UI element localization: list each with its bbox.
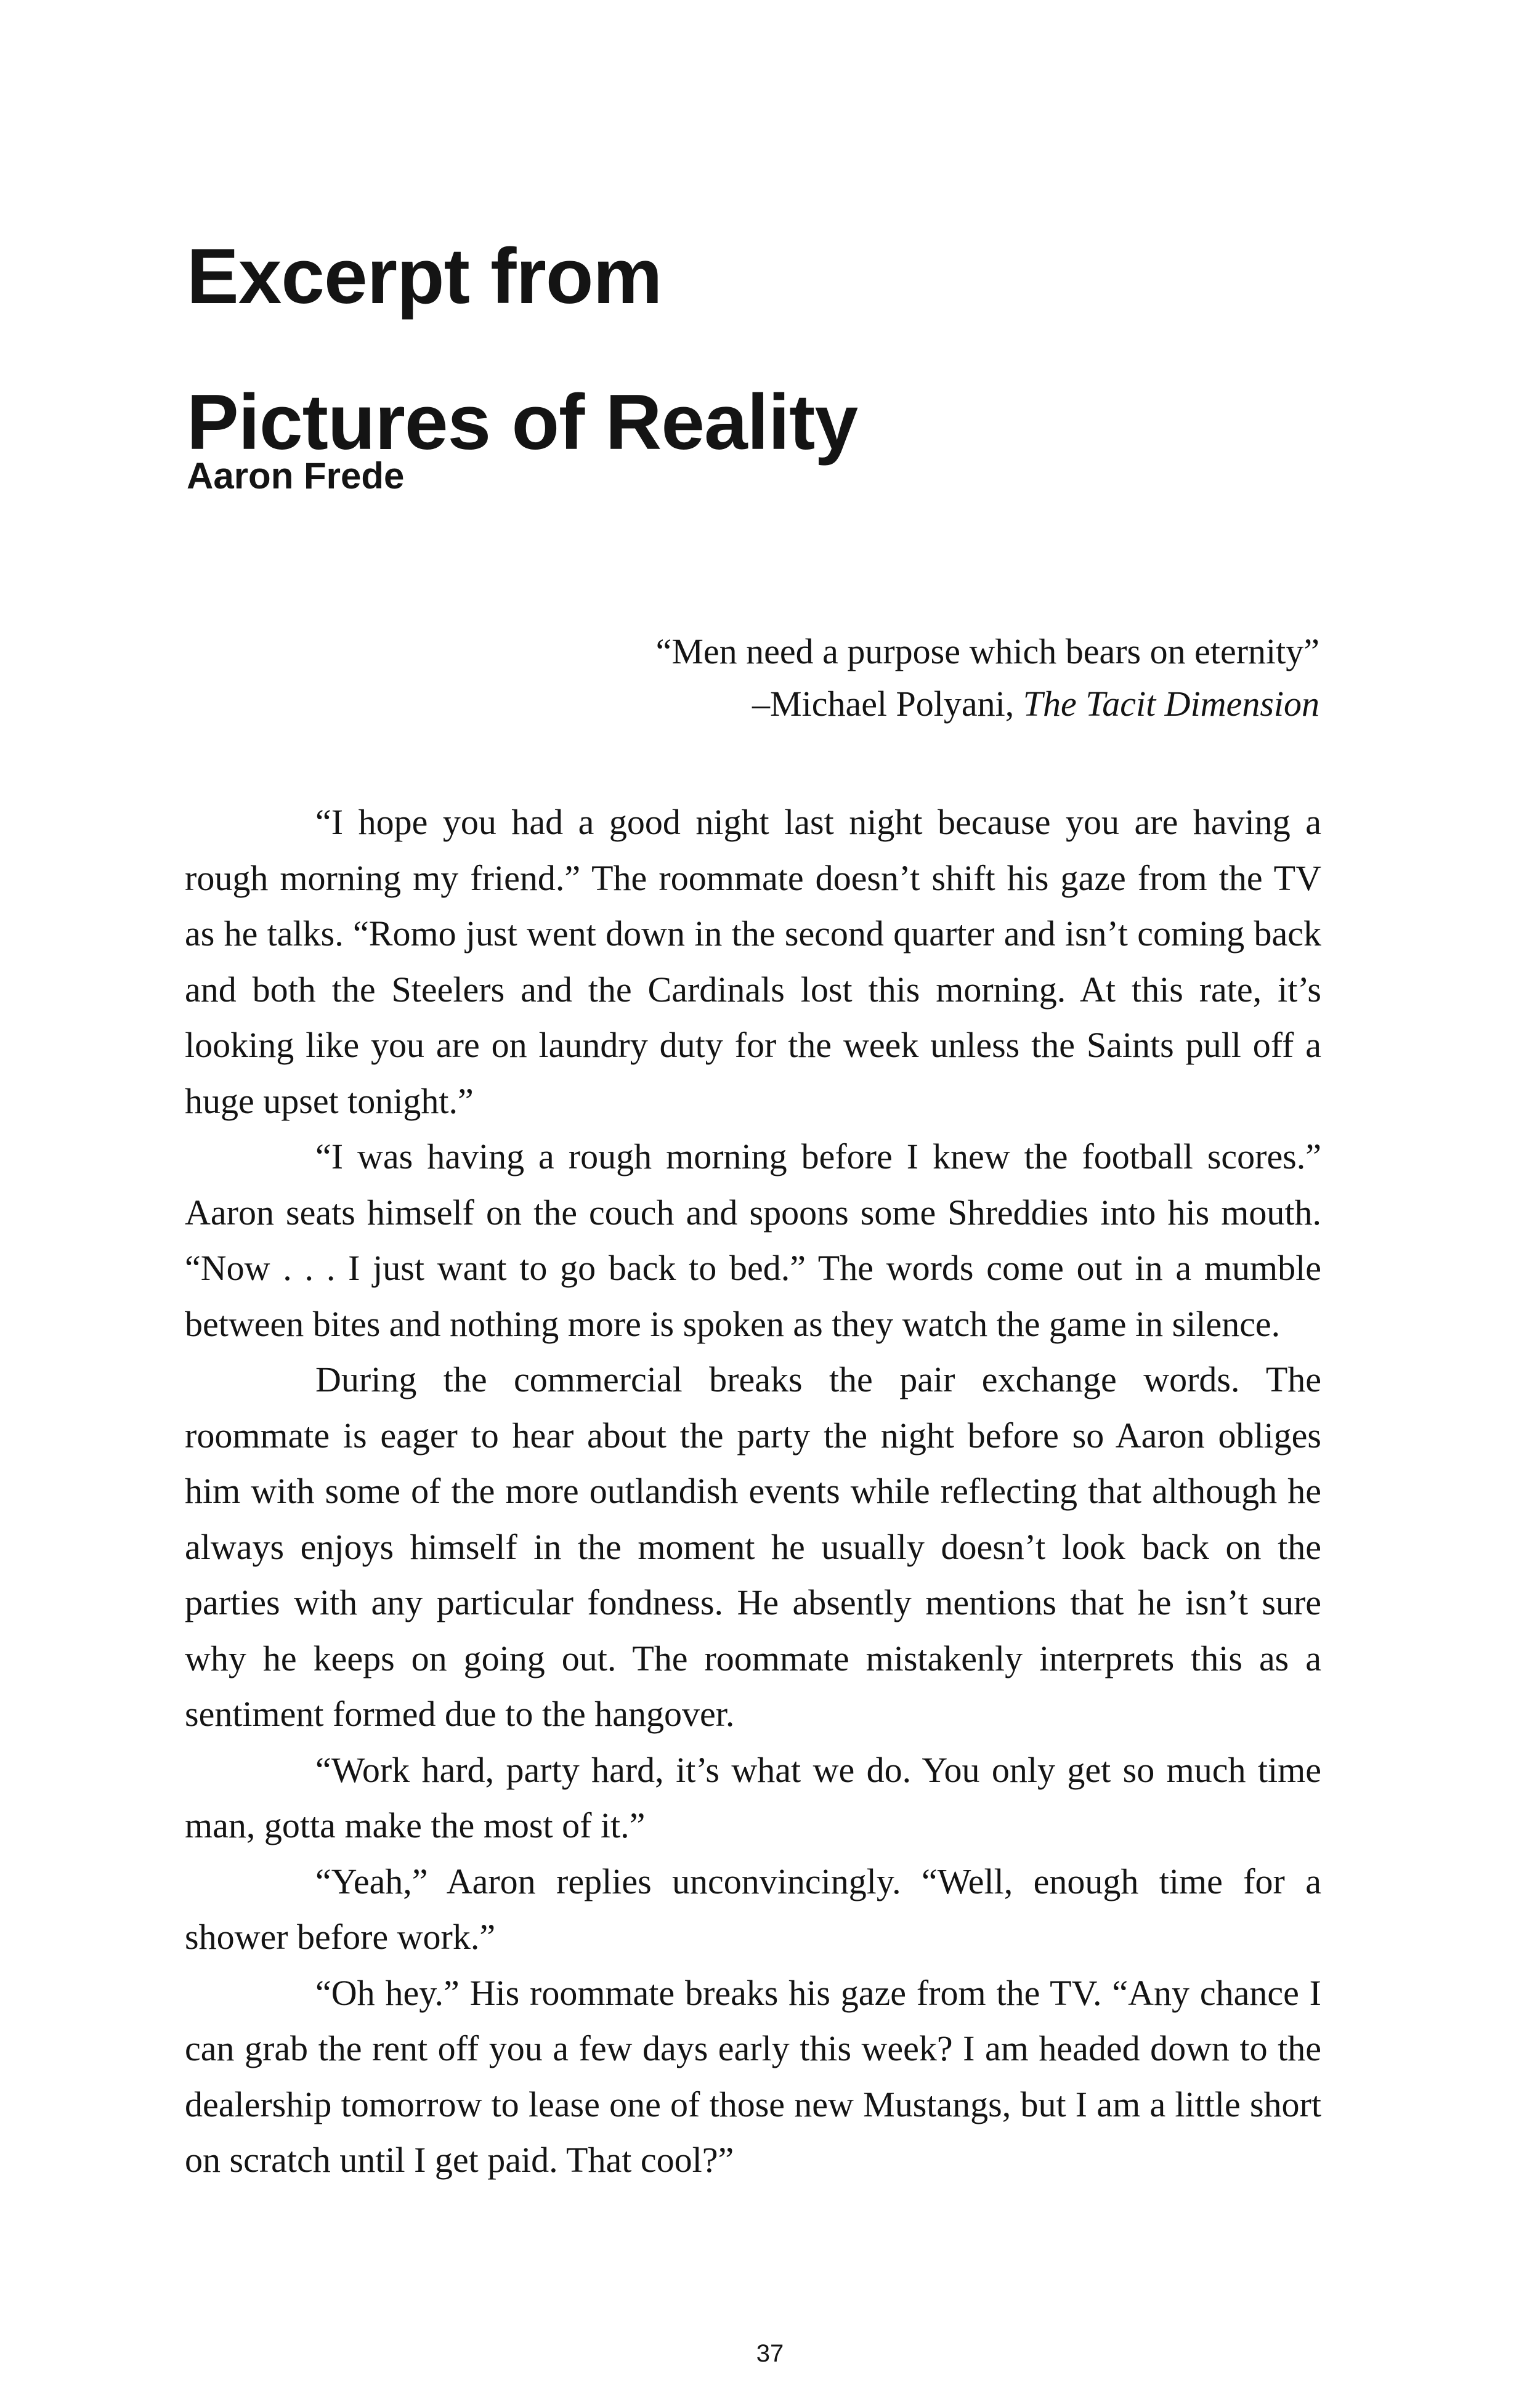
paragraph: “I hope you had a good night last night because you are having a rough morning my friend.” The roommate doesn’t shift his gaze from the TV as he talks. “Romo just went down in the second quarter and isn’t coming back and both the Steelers and the Cardinals lost this morning. At this rate, it’s looking like you are on laundry duty for the week unless the Saints pull off a huge upset tonight.” xyxy=(185,802,1321,1121)
story-body xyxy=(185,795,1321,2188)
title-line-2: Pictures of Reality xyxy=(187,378,858,466)
epigraph-attribution-author: –Michael Polyani, xyxy=(752,684,1023,724)
page-number: 37 xyxy=(756,2340,784,2367)
epigraph-attribution xyxy=(431,678,1319,730)
paragraph: “Yeah,” Aaron replies unconvincingly. “Well, enough time for a shower before work.” xyxy=(185,1861,1321,1957)
paragraph: “I was having a rough morning before I knew the football scores.” Aaron seats himself on the couch and spoons some Shreddies into his mouth. “Now . . . I just want to go back to bed.” The words come out in a mumble between bites and nothing more is spoken as they watch the game in silence. xyxy=(185,1136,1321,1344)
epigraph-attribution-work: The Tacit Dimension xyxy=(1023,684,1319,724)
paragraph: “Oh hey.” His roommate breaks his gaze from the TV. “Any chance I can grab the rent off you a few days early this week? I am headed down to the dealership tomorrow to lease one of those new Mustangs, but I am a little short on scratch until I get paid. That cool?” xyxy=(185,1972,1321,2180)
epigraph-quote: “Men need a purpose which bears on eternity” xyxy=(655,631,1319,671)
title-line-1: Excerpt from xyxy=(187,232,662,320)
paragraph: “Work hard, party hard, it’s what we do. You only get so much time man, gotta make the most of it.” xyxy=(185,1749,1321,1845)
epigraph xyxy=(431,625,1319,730)
author-name: Aaron Frede xyxy=(187,455,405,496)
paragraph: During the commercial breaks the pair exchange words. The roommate is eager to hear about the party the night before so Aaron obliges him with some of the more outlandish events while reflecting that although he always enjoys himself in the moment he usually doesn’t look back on the parties with any particular fondness. He absently mentions that he isn’t sure why he keeps on going out. The roommate mistakenly interprets this as a sentiment formed due to the hangover. xyxy=(185,1359,1321,1734)
page-title xyxy=(187,203,1357,495)
